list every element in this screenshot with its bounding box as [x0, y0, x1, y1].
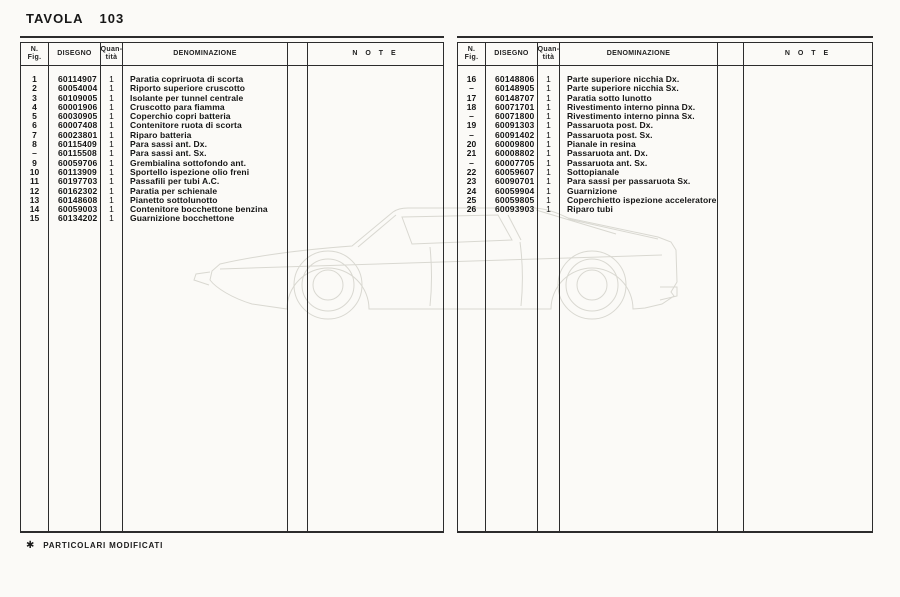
- drawing-number: 60115508: [58, 148, 97, 159]
- fig-number: 23: [466, 176, 477, 187]
- drawing-number: 60093903: [495, 204, 535, 215]
- part-name: Riparo batteria: [130, 129, 192, 140]
- header-quantita: Quan- tità: [538, 43, 560, 65]
- part-name: Riparo tubi: [567, 204, 613, 215]
- footnote: [26, 541, 163, 550]
- fig-number: 26: [466, 204, 477, 215]
- fig-column: [21, 66, 49, 531]
- part-name: Paratia per schienale: [130, 185, 218, 196]
- part-name: Paratia sotto lunotto: [567, 92, 652, 103]
- part-name: Cruscotto para fiamma: [130, 101, 225, 112]
- fig-number: 18: [466, 101, 477, 112]
- drawing-number: 60007705: [495, 157, 535, 168]
- part-name: Coperchietto ispezione acceleratore: [567, 194, 717, 205]
- part-name: Passaruota ant. Dx.: [567, 148, 648, 159]
- quantita-column: [101, 66, 123, 531]
- drawing-number: 60115409: [58, 139, 97, 150]
- quantity: 1: [109, 139, 114, 150]
- marker-column: [718, 66, 744, 531]
- drawing-number: 60162302: [58, 185, 98, 196]
- part-name: Paratia copriruota di scorta: [130, 74, 244, 84]
- drawing-number: 60113909: [58, 166, 97, 177]
- table-top-rule-left: [20, 36, 444, 38]
- part-name: Parte superiore nicchia Sx.: [567, 83, 679, 94]
- fig-number: 11: [30, 176, 39, 187]
- footnote-text: PARTICOLARI MODIFICATI: [43, 541, 164, 550]
- quantity: 1: [109, 166, 114, 177]
- fig-number: –: [469, 157, 474, 168]
- part-name: Isolante per tunnel centrale: [130, 92, 244, 103]
- fig-number: 1: [32, 74, 37, 84]
- quantita-column: [538, 66, 560, 531]
- quantity: 1: [546, 176, 551, 187]
- quantity: 1: [109, 92, 114, 103]
- fig-number: 8: [32, 139, 37, 150]
- part-name: Coperchio copri batteria: [130, 111, 231, 122]
- header-marker-column: [718, 43, 744, 65]
- quantity: 1: [109, 129, 114, 140]
- quantity: 1: [546, 101, 551, 112]
- part-name: Pianetto sottolunotto: [130, 194, 218, 205]
- drawing-number: 60059805: [495, 194, 535, 205]
- part-name: Rivestimento interno pinna Dx.: [567, 101, 696, 112]
- modified-parts-asterisk-icon: ✱: [26, 539, 36, 551]
- part-name: Rivestimento interno pinna Sx.: [567, 111, 695, 122]
- fig-number: –: [32, 148, 37, 159]
- part-name: Contenitore bocchettone benzina: [130, 204, 268, 215]
- fig-number: 25: [466, 194, 477, 205]
- fig-number: 20: [466, 139, 477, 150]
- header-disegno: DISEGNO: [486, 43, 538, 65]
- header-marker-column: [288, 43, 308, 65]
- drawing-number: 60059607: [495, 166, 535, 177]
- fig-number: 16: [466, 74, 477, 84]
- header-note: N O T E: [784, 50, 832, 57]
- part-name: Guarnizione: [567, 185, 618, 196]
- drawing-number: 60148806: [495, 74, 535, 84]
- fig-number: 22: [466, 166, 477, 177]
- drawing-number: 60114907: [58, 74, 97, 84]
- quantity: 1: [109, 74, 114, 84]
- drawing-number: 60023801: [58, 129, 98, 140]
- part-name: Passafili per tubi A.C.: [130, 176, 220, 187]
- denominazione-column: [560, 66, 718, 531]
- drawing-number: 60091402: [495, 129, 535, 140]
- table-header: [458, 43, 872, 66]
- quantity: 1: [546, 157, 551, 168]
- drawing-number: 60148707: [495, 92, 535, 103]
- fig-number: 4: [32, 101, 37, 112]
- quantity: 1: [546, 204, 551, 215]
- quantity: 1: [546, 74, 551, 84]
- fig-number: 15: [29, 213, 40, 224]
- header-note: N O T E: [352, 50, 399, 57]
- part-name: Para sassi ant. Sx.: [130, 148, 207, 159]
- quantity: 1: [546, 92, 551, 103]
- drawing-number: 60030905: [58, 111, 98, 122]
- drawing-number: 60109005: [58, 92, 98, 103]
- part-name: Pianale in resina: [567, 139, 636, 150]
- fig-number: 9: [32, 157, 37, 168]
- part-name: Riporto superiore cruscotto: [130, 83, 246, 94]
- fig-number: 12: [29, 185, 40, 196]
- table-header: [21, 43, 443, 66]
- header-fig: N. Fig.: [458, 43, 486, 65]
- drawing-number: 60071800: [495, 111, 535, 122]
- quantity: 1: [109, 120, 114, 131]
- fig-number: 10: [29, 166, 40, 177]
- note-column: [744, 66, 872, 531]
- quantity: 1: [109, 148, 114, 159]
- quantity: 1: [546, 120, 551, 131]
- drawing-number: 60090701: [495, 176, 535, 187]
- table-body: [458, 66, 872, 531]
- note-column: [308, 66, 443, 531]
- header-disegno: DISEGNO: [49, 43, 101, 65]
- quantity: 1: [109, 194, 114, 205]
- quantity: 1: [546, 83, 551, 94]
- quantity: 1: [109, 111, 114, 122]
- quantity: 1: [546, 111, 551, 122]
- part-name: Guarnizione bocchettone: [130, 213, 235, 224]
- fig-number: 2: [32, 83, 37, 94]
- part-name: Passaruota post. Sx.: [567, 129, 653, 140]
- header-fig: N. Fig.: [21, 43, 49, 65]
- page-title-word: TAVOLA: [26, 11, 84, 26]
- part-name: Passaruota ant. Sx.: [567, 157, 648, 168]
- fig-number: 5: [32, 111, 37, 122]
- quantity: 1: [109, 185, 114, 196]
- fig-number: –: [469, 111, 474, 122]
- quantity: 1: [546, 194, 551, 205]
- table-top-rule-right: [457, 36, 873, 38]
- header-quantita: Quan- tità: [101, 43, 123, 65]
- fig-number: 17: [466, 92, 477, 103]
- fig-column: [458, 66, 486, 531]
- fig-number: 13: [29, 194, 40, 205]
- drawing-number: 60148608: [58, 194, 98, 205]
- quantity: 1: [546, 148, 551, 159]
- drawing-number: 60134202: [58, 213, 98, 224]
- fig-number: 6: [32, 120, 37, 131]
- drawing-number: 60059003: [58, 204, 98, 215]
- page-title-number: 103: [99, 11, 125, 26]
- quantity: 1: [546, 129, 551, 140]
- drawing-number: 60059706: [58, 157, 98, 168]
- drawing-number: 60008802: [495, 148, 535, 159]
- quantity: 1: [546, 166, 551, 177]
- fig-number: 19: [466, 120, 477, 131]
- disegno-column: [49, 66, 101, 531]
- part-name: Contenitore ruota di scorta: [130, 120, 242, 131]
- fig-number: –: [469, 83, 474, 94]
- part-name: Passaruota post. Dx.: [567, 120, 654, 131]
- drawing-number: 60054004: [58, 83, 98, 94]
- drawing-number: 60091303: [495, 120, 535, 131]
- drawing-number: 60001906: [58, 101, 98, 112]
- part-name: Para sassi per passaruota Sx.: [567, 176, 691, 187]
- quantity: 1: [109, 157, 114, 168]
- quantity: 1: [109, 83, 114, 94]
- page-title: [26, 11, 124, 26]
- drawing-number: 60071701: [495, 101, 535, 112]
- parts-table-left: [20, 42, 444, 533]
- fig-number: 3: [32, 92, 37, 103]
- quantity: 1: [109, 213, 114, 224]
- header-denominazione: DENOMINAZIONE: [560, 43, 718, 65]
- parts-table-right: [457, 42, 873, 533]
- denominazione-column: [123, 66, 288, 531]
- fig-number: 21: [466, 148, 477, 159]
- quantity: 1: [546, 185, 551, 196]
- part-name: Para sassi ant. Dx.: [130, 139, 208, 150]
- quantity: 1: [109, 204, 114, 215]
- part-name: Sportello ispezione olio freni: [130, 166, 250, 177]
- disegno-column: [486, 66, 538, 531]
- part-name: Parte superiore nicchia Dx.: [567, 74, 680, 84]
- fig-number: 24: [466, 185, 477, 196]
- part-name: Grembialina sottofondo ant.: [130, 157, 247, 168]
- quantity: 1: [109, 176, 114, 187]
- fig-number: 14: [29, 204, 40, 215]
- drawing-number: 60148905: [495, 83, 535, 94]
- quantity: 1: [546, 139, 551, 150]
- drawing-number: 60009800: [495, 139, 535, 150]
- drawing-number: 60059904: [495, 185, 535, 196]
- header-denominazione: DENOMINAZIONE: [123, 43, 288, 65]
- marker-column: [288, 66, 308, 531]
- table-body: [21, 66, 443, 531]
- fig-number: 7: [32, 129, 37, 140]
- drawing-number: 60007408: [58, 120, 98, 131]
- fig-number: –: [469, 129, 474, 140]
- drawing-number: 60197703: [58, 176, 98, 187]
- part-name: Sottopianale: [567, 166, 620, 177]
- quantity: 1: [109, 101, 114, 112]
